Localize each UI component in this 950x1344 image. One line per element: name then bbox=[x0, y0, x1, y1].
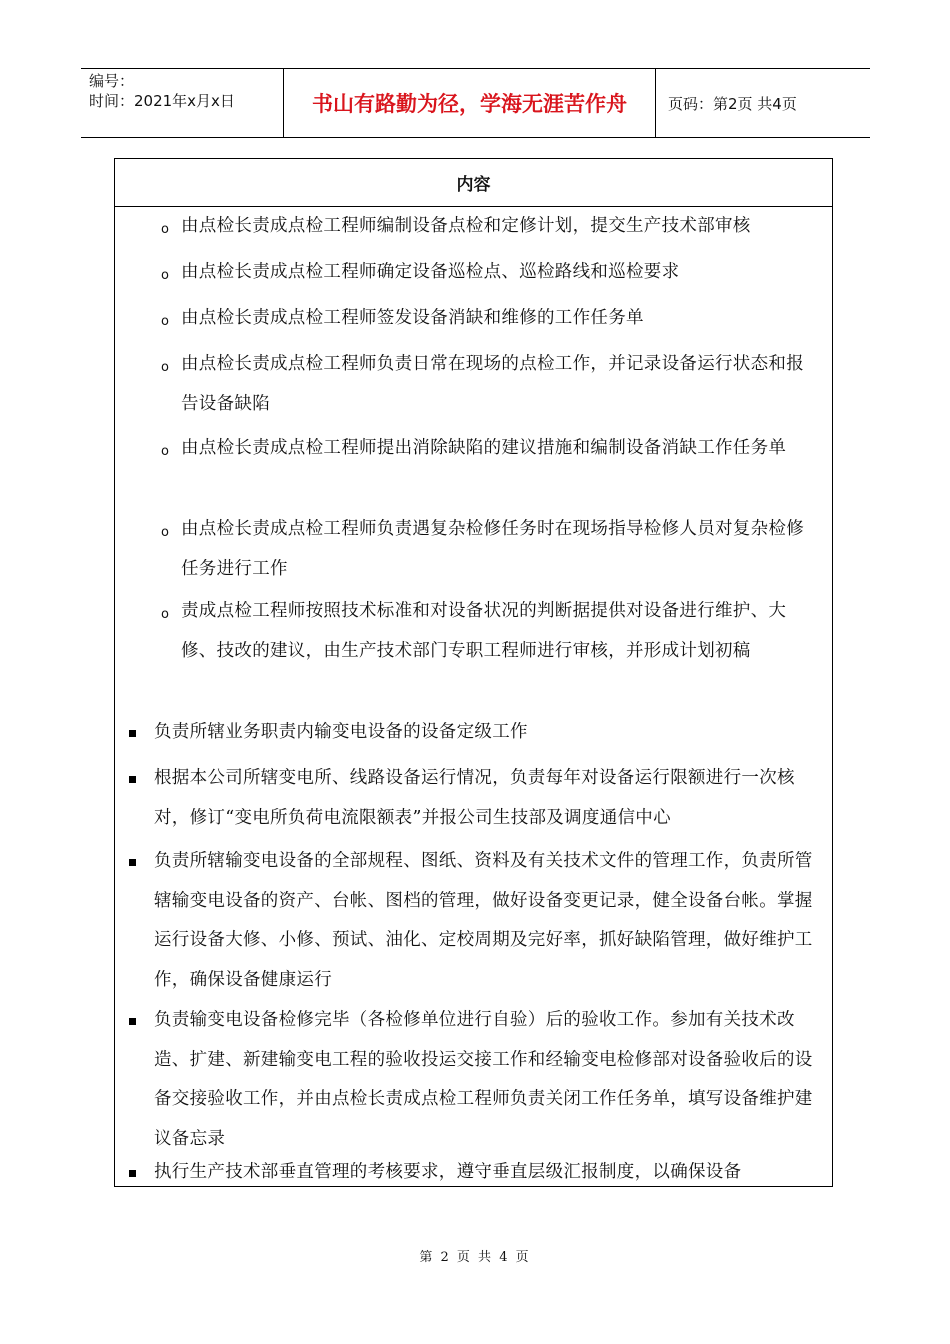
circle-bullet-icon: o bbox=[161, 314, 169, 329]
circle-bullet-icon: o bbox=[161, 607, 169, 622]
sub-item-text: 由点检长责成点检工程师签发设备消缺和维修的工作任务单 bbox=[181, 308, 644, 328]
page-footer: 第 2 页 共 4 页 bbox=[419, 1250, 531, 1265]
square-bullet-icon bbox=[129, 730, 136, 737]
square-bullet-icon bbox=[129, 1170, 136, 1177]
sub-item bbox=[161, 592, 821, 671]
circle-bullet-icon: o bbox=[161, 360, 169, 375]
main-item bbox=[154, 1153, 824, 1193]
table-heading: 内容 bbox=[115, 159, 832, 207]
sub-item-text: 由点检长责成点检工程师负责日常在现场的点检工作，并记录设备运行状态和报告设备缺陷 bbox=[181, 354, 804, 414]
sub-item-text: 责成点检工程师按照技术标准和对设备状况的判断据提供对设备进行维护、大修、技改的建议，由生产技术部门专职工程师进行审核，并形成计划初稿 bbox=[181, 601, 787, 661]
circle-bullet-icon: o bbox=[161, 268, 169, 283]
main-item bbox=[154, 1001, 824, 1159]
header-meta bbox=[81, 69, 284, 137]
page-header bbox=[81, 68, 870, 138]
header-page-info: 页码：第2页 共4页 bbox=[668, 94, 797, 113]
main-item-text: 根据本公司所辖变电所、线路设备运行情况，负责每年对设备运行限额进行一次核对，修订“变电所负荷电流限额表”并报公司生技部及调度通信中心 bbox=[154, 768, 795, 828]
header-motto: 书山有路勤为径，学海无涯苦作舟 bbox=[284, 69, 656, 137]
sub-item bbox=[161, 510, 821, 589]
main-item-text: 负责所辖输变电设备的全部规程、图纸、资料及有关技术文件的管理工作，负责所管辖输变电设备的资产、台帐、图档的管理，做好设备变更记录，健全设备台帐。掌握运行设备大修、小修、预试、油化、定校周期及完好率，抓好缺陷管理，做好维护工作，确保设备健康运行 bbox=[154, 851, 813, 990]
sub-item bbox=[161, 253, 821, 293]
sub-item bbox=[161, 345, 821, 424]
main-item bbox=[154, 713, 824, 753]
square-bullet-icon bbox=[129, 776, 136, 783]
circle-bullet-icon: o bbox=[161, 525, 169, 540]
sub-item bbox=[161, 299, 821, 339]
main-item-text: 负责输变电设备检修完毕（各检修单位进行自验）后的验收工作。参加有关技术改造、扩建、新建输变电工程的验收投运交接工作和经输变电检修部对设备验收后的设备交接验收工作，并由点检长责成点检工程师负责关闭工作任务单，填写设备维护建议备忘录 bbox=[154, 1010, 813, 1149]
sub-item-text: 由点检长责成点检工程师提出消除缺陷的建议措施和编制设备消缺工作任务单 bbox=[181, 438, 787, 458]
circle-bullet-icon: o bbox=[161, 444, 169, 459]
sub-item-text: 由点检长责成点检工程师负责遇复杂检修任务时在现场指导检修人员对复杂检修任务进行工作 bbox=[181, 519, 804, 579]
main-item-text: 负责所辖业务职责内输变电设备的设备定级工作 bbox=[154, 722, 528, 742]
sub-item-text: 由点检长责成点检工程师编制设备点检和定修计划，提交生产技术部审核 bbox=[181, 216, 751, 236]
main-item bbox=[154, 759, 824, 838]
sub-item-text: 由点检长责成点检工程师确定设备巡检点、巡检路线和巡检要求 bbox=[181, 262, 680, 282]
sub-item bbox=[161, 429, 821, 469]
content-table bbox=[114, 158, 833, 1187]
sub-item bbox=[161, 207, 821, 247]
square-bullet-icon bbox=[129, 859, 136, 866]
main-item bbox=[154, 842, 824, 1000]
time-label: 时间：2021年x月x日 bbox=[89, 92, 235, 110]
number-label: 编号： bbox=[89, 72, 135, 90]
circle-bullet-icon: o bbox=[161, 222, 169, 237]
square-bullet-icon bbox=[129, 1018, 136, 1025]
main-item-text: 执行生产技术部垂直管理的考核要求，遵守垂直层级汇报制度，以确保设备 bbox=[154, 1162, 742, 1182]
